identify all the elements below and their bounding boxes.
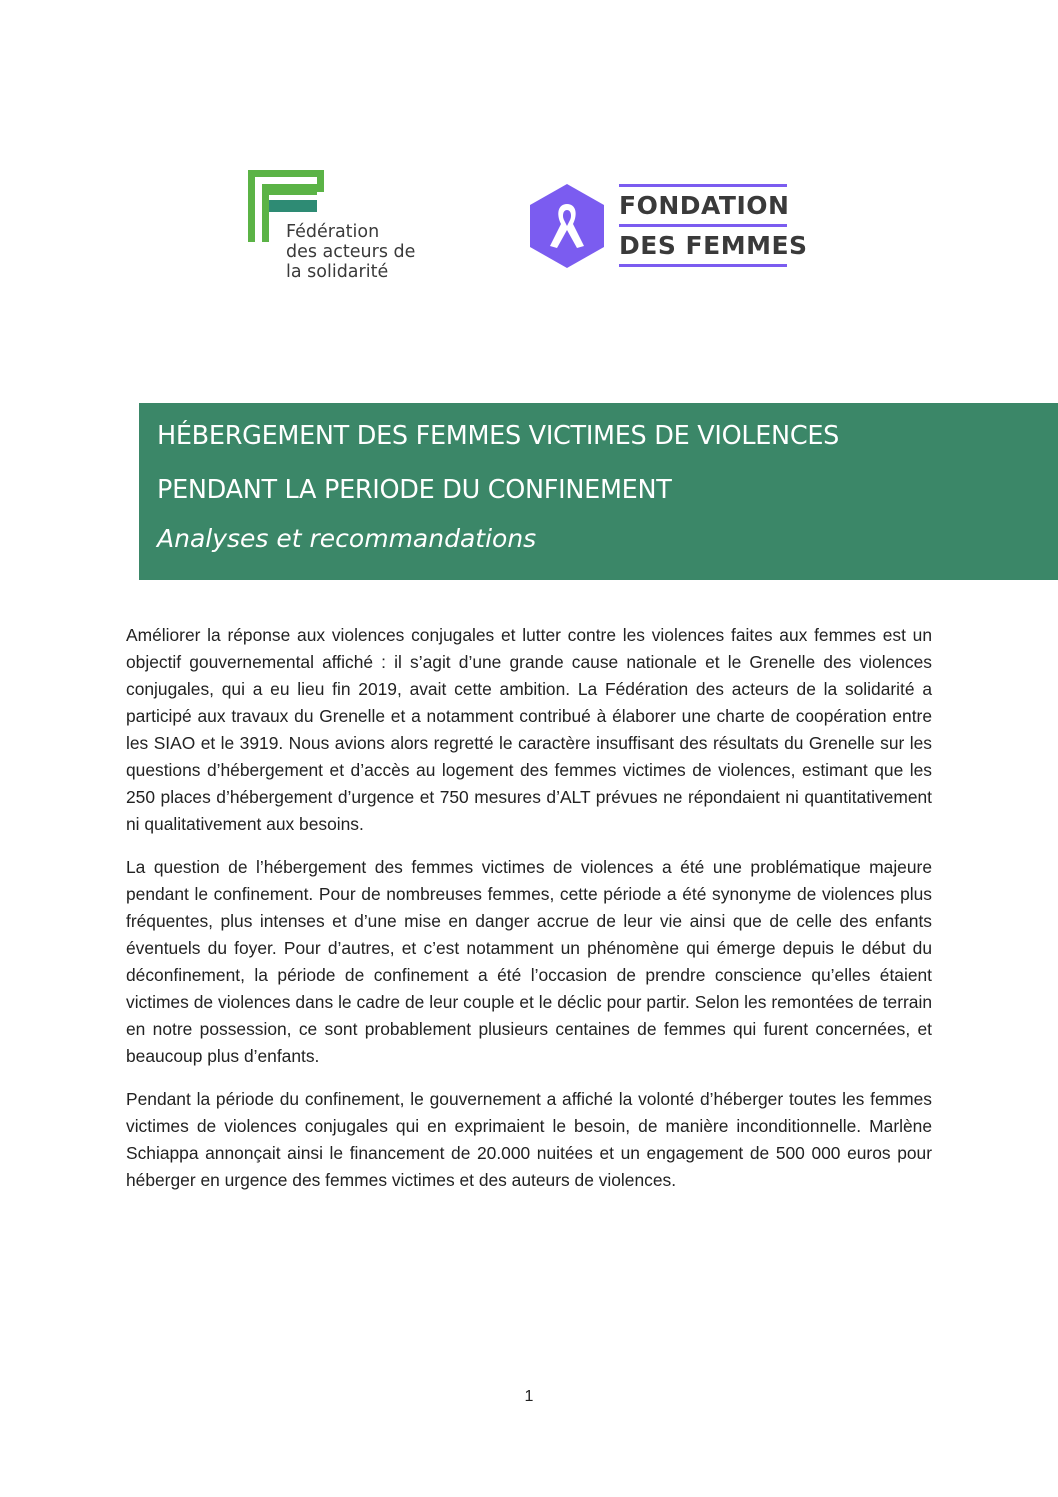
logo-divider-line xyxy=(619,224,787,227)
title-line-1: HÉBERGEMENT DES FEMMES VICTIMES DE VIOLENCES xyxy=(157,421,840,451)
logo-word-des-femmes: DES FEMMES xyxy=(619,231,808,260)
title-band xyxy=(139,403,1058,580)
body-text xyxy=(126,622,932,1210)
paragraph: La question de l’hébergement des femmes victimes de violences a été une problématique majeure pendant le confinement. Pour de nombreuses femmes, cette période a été synonyme de violences plus fréquentes, plus intenses et d’une mise en danger accrue de leur vie ainsi que de celle des enfants éventuels du foyer. Pour d’autres, et c’est notamment un phénomène qui émerge depuis le début du déconfinement, la période de confinement a été l’occasion de prendre conscience qu’elles étaient victimes de violences dans le cadre de leur couple et le déclic pour partir. Selon les remontées de terrain en notre possession, ce sont probablement plusieurs centaines de femmes qui furent concernées, et beaucoup plus d’enfants. xyxy=(126,857,932,1066)
logo-divider-line xyxy=(619,264,787,267)
page-number: 1 xyxy=(524,1388,534,1405)
federation-logo-name: Fédération des acteurs de la solidarité xyxy=(286,222,416,282)
paragraph: Améliorer la réponse aux violences conjugales et lutter contre les violences faites aux femmes est un objectif gouvernemental affiché : il s’agit d’une grande cause nationale et le Grenelle des violences conjugales, qui a eu lieu fin 2019, avait cette ambition. La Fédération des acteurs de la solidarité a participé aux travaux du Grenelle et a notamment contribué à élaborer une charte de coopération entre les SIAO et le 3919. Nous avions alors regretté le caractère insuffisant des résultats du Grenelle sur les questions d’hébergement et d’accès au logement des femmes victimes de violences, estimant que les 250 places d’hébergement d’urgence et 750 mesures d’ALT prévues ne répondaient ni quantitativement ni qualitativement aux besoins. xyxy=(126,625,932,834)
fondation-des-femmes-logo xyxy=(528,182,808,274)
paragraph: Pendant la période du confinement, le gouvernement a affiché la volonté d’héberger toutes les femmes victimes de violences conjugales qui en exprimaient le besoin, de manière inconditionnelle. Marlène Schiappa annonçait ainsi le financement de 20.000 nuitées et un engagement de 500 000 euros pour héberger en urgence des femmes victimes et des auteurs de violences. xyxy=(126,1089,932,1190)
ribbon-hexagon-icon xyxy=(528,182,606,270)
subtitle: Analyses et recommandations xyxy=(157,524,537,553)
title-line-2: PENDANT LA PERIODE DU CONFINEMENT xyxy=(157,475,672,505)
logo-divider-line xyxy=(619,184,787,187)
logo-word-fondation: FONDATION xyxy=(619,191,790,220)
federation-logo xyxy=(248,170,448,285)
